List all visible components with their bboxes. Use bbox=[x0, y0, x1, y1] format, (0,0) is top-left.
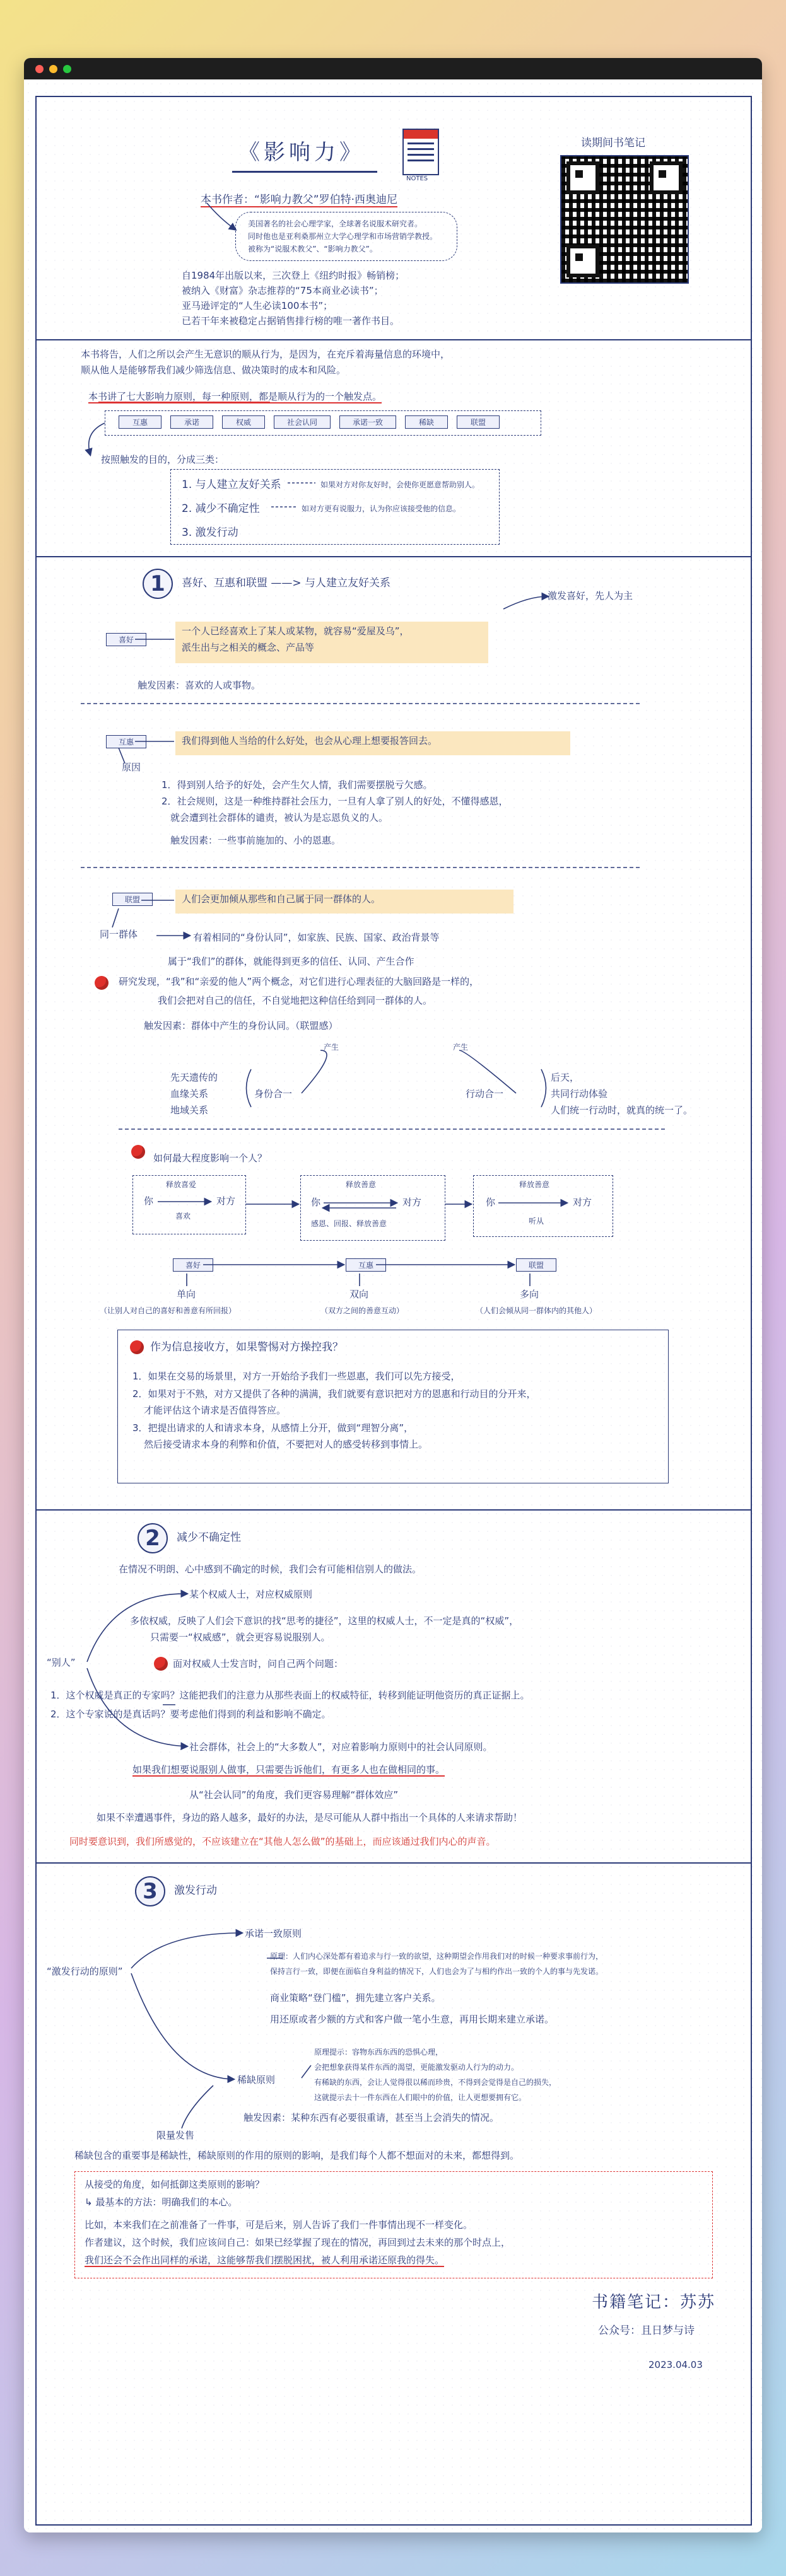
conclusion-1: 从接受的角度，如何抵御这类原则的影响？ bbox=[85, 2179, 265, 2190]
principle-chip: 承诺一致 bbox=[339, 415, 396, 429]
intro-line-4: 已若干年来被稳定占据销售排行榜的唯一著作书目。 bbox=[182, 315, 400, 327]
counter-3: 3．把提出请求的人和请求本身，从感情上分开，做到“理智分离”， bbox=[132, 1422, 414, 1434]
acquired-3: 人们统一行动时，就真的统一了。 bbox=[551, 1105, 693, 1116]
minimize-window-button[interactable] bbox=[49, 65, 57, 73]
box3-bottom: 听从 bbox=[529, 1217, 544, 1226]
flow-chip: 喜好 bbox=[173, 1258, 213, 1272]
union-line-2: 属于“我们”的群体，就能得到更多的信任、认同、产生合作 bbox=[168, 956, 414, 967]
box1-right: 对方 bbox=[216, 1195, 236, 1207]
box2-left: 你 bbox=[311, 1197, 321, 1208]
note-page bbox=[24, 79, 762, 2532]
principle-chip: 联盟 bbox=[457, 415, 500, 429]
window-titlebar bbox=[24, 58, 762, 79]
union-chip: 联盟 bbox=[112, 893, 153, 906]
intro-line-3: 亚马逊评定的“人生必读100本书”； bbox=[182, 300, 333, 311]
authority-question-2: 2．这个专家说的是真话吗？要考虑他们得到的利益和影响不确定。 bbox=[50, 1709, 331, 1720]
union-definition: 人们会更加倾从那些和自己属于同一群体的人。 bbox=[182, 893, 381, 905]
box1-left: 你 bbox=[144, 1195, 154, 1207]
others-label: “别人” bbox=[47, 1657, 76, 1668]
born-label-1: 产生 bbox=[324, 1043, 339, 1052]
purpose-line: 按照触发的目的，分成三类： bbox=[101, 454, 225, 465]
section-number-1: 1 bbox=[143, 569, 173, 599]
reciprocity-chip: 互惠 bbox=[106, 735, 146, 748]
commit-line-1: 原理：人们内心深处都有着追求与行一致的欲望，这种期望会作用我们对的时候一种要求事前行为， bbox=[270, 1952, 604, 1961]
how-question: 如何最大程度影响一个人？ bbox=[153, 1152, 267, 1164]
union-trigger: 触发因素：群体中产生的身份认同。（联盟感） bbox=[144, 1020, 338, 1031]
section-number-2: 2 bbox=[138, 1523, 168, 1553]
counter-title: 作为信息接收方，如果警惕对方操控我？ bbox=[150, 1341, 343, 1354]
maximize-window-button[interactable] bbox=[63, 65, 71, 73]
section-1-side-note: 激发喜好，先人为主 bbox=[548, 590, 633, 601]
counter-2b: 才能评估这个请求是否值得答应。 bbox=[144, 1405, 286, 1416]
category-3: 3. 激发行动 bbox=[182, 526, 238, 539]
innate-3: 地域关系 bbox=[170, 1105, 209, 1116]
authority-line-1: 多依权威，反映了人们会下意识的找“思考的捷径”，这里的权威人士，不一定是真的“权威”， bbox=[130, 1615, 519, 1627]
social-view: 从“社会认同”的角度，我们更容易理解“群体效应” bbox=[189, 1789, 399, 1801]
counter-3b: 然后接受请求本身的利弊和价值，不要把对人的感受转移到事情上。 bbox=[144, 1439, 428, 1450]
author-line: 本书作者：“影响力教父”罗伯特·西奥迪尼 bbox=[201, 194, 398, 206]
flow-chip: 互惠 bbox=[346, 1258, 386, 1272]
principle-chip: 互惠 bbox=[119, 415, 161, 429]
scarcity-line-3: 有稀缺的东西，会让人觉得很以稀而珍贵，不得到会觉得是自己的损失， bbox=[314, 2078, 557, 2087]
close-window-button[interactable] bbox=[35, 65, 44, 73]
category-1: 1. 与人建立友好关系 bbox=[182, 479, 281, 491]
reciprocity-trigger: 触发因素：一些事前施加的、小的恩惠。 bbox=[170, 835, 341, 846]
flow-label: 双向 bbox=[349, 1289, 369, 1300]
conclusion-5: 我们还会不会作出同样的承诺，这能够帮我们摆脱困扰，被人利用承诺还原我的得失。 bbox=[85, 2254, 445, 2266]
box1-bottom: 喜欢 bbox=[175, 1212, 191, 1221]
conclusion-2: ↳ 最基本的方法：明确我们的本心。 bbox=[85, 2196, 238, 2208]
scarcity-side: 限量发售 bbox=[156, 2130, 195, 2141]
same-group-label: 同一群体 bbox=[100, 929, 138, 940]
summary-line: 稀缺包含的重要事是稀缺性，稀缺原则的作用的原则的影响，是我们每个人都不想面对的未来，都想得到。 bbox=[74, 2150, 520, 2161]
reciprocity-reason-1: 1．得到别人给予的好处，会产生欠人情，我们需要摆脱亏欠感。 bbox=[161, 779, 433, 791]
commit-line-4: 用还原或者少额的方式和客户做一笔小生意，再用长期来建立承诺。 bbox=[270, 2014, 554, 2025]
research-line-2: 我们会把对自己的信任，不自觉地把这种信任给到同一群体的人。 bbox=[158, 995, 433, 1006]
authority-question-title: 面对权威人士发言时，问自己两个问题： bbox=[173, 1658, 344, 1669]
overview-line-2: 顺从他人是能够帮我们减少筛选信息、做决策时的成本和风险。 bbox=[81, 364, 346, 376]
overview-line-1: 本书将告，人们之所以会产生无意识的顺从行为，是因为，在充斥着海量信息的环境中， bbox=[81, 349, 450, 360]
box3-title: 释放善意 bbox=[519, 1180, 550, 1189]
belong-together: 身份合一 bbox=[254, 1088, 293, 1099]
acquired-1: 后天， bbox=[551, 1072, 580, 1083]
reason-label: 原因 bbox=[122, 762, 141, 773]
liking-definition-2: 派生出与之相关的概念、产品等 bbox=[182, 642, 315, 653]
act-together: 行动合一 bbox=[466, 1088, 504, 1099]
commit-branch: 承诺一致原则 bbox=[245, 1928, 302, 1939]
category-1-note: 如果对方对你友好时，会使你更愿意帮助别人。 bbox=[320, 480, 480, 489]
counter-1: 1．如果在交易的场景里，对方一开始给予我们一些恩惠，我们可以先方接受， bbox=[132, 1371, 460, 1382]
research-line: 研究发现，“我”和“亲爱的他人”两个概念，对它们进行心理表征的大脑回路是一样的， bbox=[119, 976, 479, 987]
social-line-2: 如果不幸遭遇事件，身边的路人越多，最好的办法，是尽可能从人群中指出一个具体的人来请求帮助！ bbox=[97, 1812, 523, 1823]
scarcity-line-4: 这就提示去十一件东西在人们眼中的价值，让人更想要拥有它。 bbox=[314, 2093, 527, 2102]
conclusion-4: 作者建议，这个时候，我们应该问自己：如果已经掌握了现在的情况，再回到过去未来的那个时点上， bbox=[85, 2237, 511, 2248]
acquired-2: 共同行动体验 bbox=[551, 1088, 608, 1099]
footer-account: 公众号：且日梦与诗 bbox=[598, 2324, 695, 2337]
social-line-3: 同时要意识到，我们所感觉的，不应该建立在“其他人怎么做”的基础上，而应该通过我们内心的声音。 bbox=[69, 1836, 496, 1847]
liking-chip: 喜好 bbox=[106, 633, 146, 646]
principle-chip: 稀缺 bbox=[405, 415, 448, 429]
box1-title: 释放喜爱 bbox=[166, 1180, 197, 1189]
section-3-title: 激发行动 bbox=[174, 1884, 217, 1897]
seven-principles-line: 本书讲了七大影响力原则，每一种原则，都是顺从行为的一个触发点。 bbox=[88, 391, 382, 402]
principle-chip: 权威 bbox=[222, 415, 265, 429]
innate-2: 血缘关系 bbox=[170, 1088, 209, 1099]
author-note-2: 同时他也是亚利桑那州立大学心理学和市场营销学教授。 bbox=[248, 232, 438, 241]
reciprocity-reason-3: 就会遭到社会群体的谴责，被认为是忘恩负义的人。 bbox=[170, 812, 389, 823]
section-2-intro: 在情况不明朗、心中感到不确定的时候，我们会有可能相信别人的做法。 bbox=[119, 1564, 422, 1575]
innate-1: 先天遗传的 bbox=[170, 1072, 218, 1083]
scarcity-line-2: 会把想象获得某件东西的渴望，更能激发驱动人行为的动力。 bbox=[314, 2063, 519, 2072]
notebook-icon-label: NOTES bbox=[406, 175, 428, 182]
scarcity-line-1: 原理提示：容物东西东西的恐惧心理， bbox=[314, 2048, 443, 2057]
liking-definition-1: 一个人已经喜欢上了某人或某物，就容易“爱屋及乌”， bbox=[182, 625, 409, 637]
app-window bbox=[24, 58, 762, 2532]
intro-line-1: 自1984年出版以来，三次登上《纽约时报》畅销榜； bbox=[182, 270, 405, 281]
qr-title: 读期间书笔记 bbox=[581, 137, 645, 149]
footer-note: 书籍笔记：苏苏 bbox=[592, 2293, 716, 2312]
commit-line-2: 保持言行一致，即便在面临自身利益的情况下，人们也会为了与相约作出一致的个人的事与先发诺。 bbox=[270, 1967, 604, 1976]
page-title: 《影响力》 bbox=[238, 140, 365, 165]
authority-question-1: 1．这个权威是真正的专家吗？这能把我们的注意力从那些表面上的权威特征，转移到能证明他资历的真正证据上。 bbox=[50, 1690, 530, 1701]
section-number-3: 3 bbox=[135, 1876, 165, 1906]
intro-line-2: 被纳入《财富》杂志推荐的“75本商业必读书”； bbox=[182, 285, 384, 296]
category-2-note: 如对方更有说服力，认为你应该接受他的信息。 bbox=[302, 504, 461, 513]
flow-label: 单向 bbox=[177, 1289, 196, 1300]
section-2-title: 减少不确定性 bbox=[177, 1531, 241, 1544]
category-2: 2. 减少不确定性 bbox=[182, 502, 260, 515]
scarcity-trigger: 触发因素：某种东西有必要很重请，甚至当上会消失的情况。 bbox=[243, 2112, 500, 2123]
principle-chip: 社会认同 bbox=[274, 415, 331, 429]
commit-line-3: 商业策略“登门槛”，拥先建立客户关系。 bbox=[270, 1992, 441, 2004]
author-note-3: 被称为“说服术教父”、“影响力教父”。 bbox=[248, 245, 377, 253]
reciprocity-reason-2: 2．社会规则，这是一种维持群社会压力，一旦有人拿了别人的好处，不懂得感恩， bbox=[161, 796, 508, 807]
born-label-2: 产生 bbox=[453, 1043, 469, 1052]
connector-lines bbox=[24, 79, 762, 2532]
social-branch: 社会群体，社会上的“大多数人”，对应着影响力原则中的社会认同原则。 bbox=[189, 1741, 493, 1753]
flow-note: （让别人对自己的喜好和善意有所回报） bbox=[100, 1306, 237, 1315]
flow-chip: 联盟 bbox=[516, 1258, 556, 1272]
authority-branch: 某个权威人士，对应权威原则 bbox=[189, 1589, 313, 1600]
box2-title: 释放善意 bbox=[346, 1180, 377, 1189]
box2-right: 对方 bbox=[402, 1197, 422, 1208]
section-1-title: 喜好、互惠和联盟 ——> 与人建立友好关系 bbox=[182, 577, 391, 589]
flow-note: （双方之间的善意互动） bbox=[320, 1306, 404, 1315]
flow-label: 多向 bbox=[520, 1289, 539, 1300]
scarcity-branch: 稀缺原则 bbox=[237, 2074, 276, 2086]
flow-note: （人们会倾从同一群体内的其他人） bbox=[476, 1306, 597, 1315]
box3-left: 你 bbox=[486, 1197, 496, 1208]
footer-date: 2023.04.03 bbox=[648, 2359, 703, 2370]
action-label: “激发行动的原则” bbox=[47, 1966, 123, 1977]
conclusion-3: 比如，本来我们在之前准备了一件事，可是后来，别人告诉了我们一件事情出现不一样变化。 bbox=[85, 2219, 473, 2231]
box2-bottom: 感恩、回报、释放善意 bbox=[311, 1219, 387, 1228]
social-line: 如果我们想要说服别人做事，只需要告诉他们，有更多人也在做相同的事。 bbox=[132, 1764, 445, 1775]
liking-trigger: 触发因素：喜欢的人或事物。 bbox=[138, 680, 261, 691]
reciprocity-definition: 我们得到他人当给的什么好处，也会从心理上想要报答回去。 bbox=[182, 735, 438, 746]
author-note-1: 美国著名的社会心理学家，全球著名说服术研究者。 bbox=[248, 219, 423, 228]
union-line-1: 有着相同的“身份认同”，如家族、民族、国家、政治背景等 bbox=[193, 932, 440, 943]
principle-chip: 承诺 bbox=[170, 415, 213, 429]
box3-right: 对方 bbox=[573, 1197, 592, 1208]
counter-2: 2．如果对于不熟，对方又提供了各种的满满，我们就要有意识把对方的恩惠和行动目的分开来， bbox=[132, 1388, 536, 1400]
authority-line-2: 只需要一“权威感”，就会更容易说服别人。 bbox=[150, 1632, 331, 1643]
